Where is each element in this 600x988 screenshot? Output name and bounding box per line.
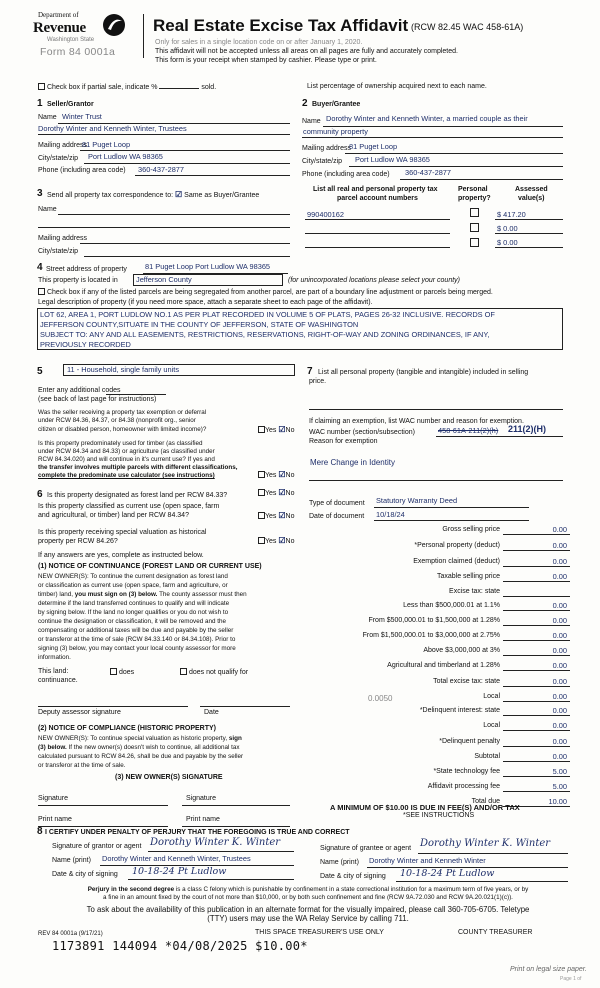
does-not-checkbox[interactable] bbox=[180, 668, 187, 675]
s3-city-label: City/state/zip bbox=[38, 248, 79, 255]
new-owner-sig-label-1: Signature bbox=[38, 795, 68, 802]
revenue-logo-icon bbox=[100, 12, 128, 38]
calc-label: Exemption claimed (deduct) bbox=[413, 558, 500, 565]
segregated-row: Check box if any of the listed parcels are being segregated from another parcel, are part of a boundary line adjustment or parcels being merged. bbox=[38, 288, 493, 298]
q-exemption-3: citizen or disabled person, homeowner with limited income)? bbox=[38, 426, 207, 433]
calc-line bbox=[503, 581, 570, 582]
legal-line-2: JEFFERSON COUNTY,SITUATE IN THE COUNTY OF JEFFERSON, STATE OF WASHINGTON bbox=[40, 320, 359, 329]
new-owner-signature-heading: (3) NEW OWNER(S) SIGNATURE bbox=[115, 774, 223, 781]
calc-label: Local bbox=[483, 693, 500, 700]
minimum-due-notice: A MINIMUM OF $10.00 IS DUE IN FEE(S) AND/OR TAX bbox=[330, 803, 520, 812]
partial-sale-row: Check box if partial sale, indicate % sold. bbox=[38, 83, 216, 93]
assessed-heading-1: Assessed bbox=[515, 186, 548, 193]
q-forest-answer: Yes ☑No bbox=[258, 489, 295, 499]
legal-label: Legal description of property (if you need more space, attach a separate sheet to each page of the affidavit). bbox=[38, 299, 373, 306]
exemption-reason[interactable]: Mere Change in Identity bbox=[310, 458, 395, 467]
calc-line bbox=[503, 746, 570, 747]
buyer-city[interactable]: Port Ludlow WA 98365 bbox=[355, 155, 430, 164]
does-checkbox[interactable] bbox=[110, 668, 117, 675]
seller-name-2[interactable]: Dorothy Winter and Kenneth Winter, Trustees bbox=[38, 124, 187, 133]
grantor-date-city[interactable]: 10-18-24 Pt Ludlow bbox=[132, 866, 227, 877]
notice-1-b: or classification as current use (open space, farm and agriculture, or bbox=[38, 582, 228, 589]
section-2-number: 2 bbox=[302, 98, 308, 109]
seller-city-label: City/state/zip bbox=[38, 155, 79, 162]
q-current-use-2: and agricultural, or timber) land per RCW 84.34? bbox=[38, 512, 189, 519]
calc-label: Affidavit processing fee bbox=[427, 783, 500, 790]
grantee-date-label: Date & city of signing bbox=[320, 873, 386, 880]
grantee-name-label: Name (print) bbox=[320, 859, 359, 866]
notice-1-f: continue the designation or classification, it will be removed and the bbox=[38, 618, 226, 625]
calc-value[interactable]: 5.00 bbox=[552, 782, 567, 791]
calc-label: Gross selling price bbox=[442, 526, 500, 533]
q-historic-answer: Yes ☑No bbox=[258, 537, 295, 547]
notice-1-a: NEW OWNER(S): To continue the current designation as forest land bbox=[38, 573, 228, 580]
reason-label: Reason for exemption bbox=[309, 438, 378, 445]
calc-label: Subtotal bbox=[474, 753, 500, 760]
notice-2-a: NEW OWNER(S): To continue special valuation as historic property, sign bbox=[38, 735, 242, 742]
grantee-signature[interactable]: Dorothy Winter K. Winter bbox=[420, 838, 551, 849]
personal-checkbox-1[interactable] bbox=[470, 208, 479, 217]
this-land-label: This land: bbox=[38, 668, 69, 675]
located-label: This property is located in bbox=[38, 277, 118, 284]
calc-value[interactable]: 0.00 bbox=[552, 525, 567, 534]
wac-number[interactable]: 458-61A-211(2)(h) bbox=[438, 426, 499, 435]
calc-line bbox=[503, 686, 570, 687]
grantee-name[interactable]: Dorothy Winter and Kenneth Winter bbox=[369, 856, 486, 865]
parcel-number-1[interactable]: 990400162 bbox=[307, 210, 344, 219]
grantor-signature[interactable]: Dorothy Winter K. Winter bbox=[150, 837, 281, 848]
segregated-checkbox[interactable] bbox=[38, 288, 45, 295]
availability-line-1: To ask about the availability of this publication in an alternate format for the visually impaired, please call 360-705-6705. Teletype bbox=[86, 905, 530, 914]
seller-mail[interactable]: 81 Puget Loop bbox=[82, 140, 131, 149]
notice-2-b: (3) below. If the new owner(s) doesn't wish to continue, all additional tax bbox=[38, 744, 240, 751]
q-exemption-answer: Yes ☑No bbox=[258, 426, 295, 436]
additional-codes-label: Enter any additional codes bbox=[38, 387, 121, 394]
assessed-value-2[interactable]: $ 0.00 bbox=[497, 224, 518, 233]
does-option: does bbox=[110, 668, 134, 678]
availability-line-2: (TTY) users may use the WA Relay Service by calling 711. bbox=[207, 914, 409, 923]
seller-phone[interactable]: 360-437-2877 bbox=[138, 165, 185, 174]
assessed-value-3[interactable]: $ 0.00 bbox=[497, 238, 518, 247]
see-instructions: *SEE INSTRUCTIONS bbox=[403, 812, 475, 819]
calc-label: *Delinquent interest: state bbox=[419, 707, 500, 714]
wac-handwritten: 211(2)(H) bbox=[508, 424, 547, 434]
q-historic-1: Is this property receiving special valuation as historical bbox=[38, 529, 207, 536]
calc-line bbox=[503, 730, 570, 731]
legal-line-4: PREVIOUSLY RECORDED bbox=[40, 340, 131, 349]
historic-no-check-icon[interactable]: ☑ bbox=[278, 536, 286, 545]
exemption-no-check-icon[interactable]: ☑ bbox=[278, 425, 286, 434]
section-1-number: 1 bbox=[37, 98, 43, 109]
notice-2-d: or transferor at the time of sale. bbox=[38, 762, 126, 769]
legal-line-3: SUBJECT TO: ANY AND ALL EASEMENTS, RESTRICTIONS, RESERVATIONS, RIGHT-OF-WAY AND ZONING ORDINANCES, IF ANY, bbox=[40, 330, 490, 339]
street-address[interactable]: 81 Puget Loop Port Ludlow WA 98365 bbox=[145, 262, 271, 271]
grantor-name-label: Name (print) bbox=[52, 857, 91, 864]
calc-line bbox=[503, 701, 570, 702]
personal-checkbox-3[interactable] bbox=[470, 238, 479, 247]
buyer-name-1[interactable]: Dorothy Winter and Kenneth Winter, a married couple as their bbox=[326, 114, 528, 123]
if-any-yes: If any answers are yes, complete as instructed below. bbox=[38, 552, 204, 559]
calc-label: From $1,500,000.01 to $3,000,000 at 2.75% bbox=[362, 632, 500, 639]
calc-label: *Personal property (deduct) bbox=[414, 542, 500, 549]
assessed-heading-2: value(s) bbox=[518, 195, 545, 202]
assessor-date-label: Date bbox=[204, 709, 219, 716]
parcel-heading-2: parcel account numbers bbox=[337, 195, 418, 202]
revision-number: REV 84 0001a (9/17/21) bbox=[38, 931, 103, 937]
section-8-number: 8 bbox=[37, 826, 43, 837]
calc-label: Taxable selling price bbox=[436, 573, 500, 580]
property-use-select[interactable]: 11 - Household, single family units bbox=[63, 364, 295, 376]
buyer-heading: Buyer/Grantee bbox=[312, 101, 361, 108]
forest-yes-checkbox[interactable] bbox=[258, 489, 265, 496]
calc-value[interactable]: 0.00 bbox=[552, 541, 567, 550]
buyer-name-label: Name bbox=[302, 118, 321, 125]
calc-value[interactable]: 0.00 bbox=[552, 692, 567, 701]
legal-description-box[interactable] bbox=[37, 308, 563, 350]
current-use-no-check-icon[interactable]: ☑ bbox=[278, 511, 286, 520]
personal-heading-1: Personal bbox=[458, 186, 488, 193]
calc-line bbox=[503, 566, 570, 567]
calc-value[interactable]: 0.00 bbox=[552, 677, 567, 686]
calc-label: *State technology fee bbox=[433, 768, 500, 775]
partial-sale-checkbox[interactable] bbox=[38, 83, 45, 90]
q-timber-1: Is this property predominately used for timber (as classified bbox=[38, 440, 203, 447]
q-forest: Is this property designated as forest land per RCW 84.33? bbox=[47, 492, 228, 499]
calc-label: From $500,000.01 to $1,500,000 at 1.28% bbox=[368, 617, 500, 624]
does-not-option: does not qualify for bbox=[180, 668, 248, 678]
additional-codes-note: (see back of last page for instructions) bbox=[38, 396, 157, 403]
section-5-number: 5 bbox=[37, 366, 43, 377]
treasurer-use-label: THIS SPACE TREASURER'S USE ONLY bbox=[255, 929, 384, 936]
q-timber-2: under RCW 84.34 and 84.33) or agriculture (as classified under bbox=[38, 448, 215, 455]
document-date-label: Date of document bbox=[309, 513, 365, 520]
notice-1-e: by signing below. If the land no longer qualifies or you do not wish to bbox=[38, 609, 229, 616]
section-6-number: 6 bbox=[37, 489, 43, 500]
q-exemption-2: under RCW 84.36, 84.37, or 84.38 (nonprofit org., senior bbox=[38, 417, 196, 424]
calc-value[interactable]: 0.00 bbox=[552, 737, 567, 746]
buyer-mail[interactable]: 81 Puget Loop bbox=[349, 142, 398, 151]
document-date[interactable]: 10/18/24 bbox=[376, 510, 405, 519]
calc-label: Excise tax: state bbox=[449, 588, 500, 595]
section-7-number: 7 bbox=[307, 366, 313, 377]
personal-property-text-1: List all personal property (tangible and intangible) included in selling bbox=[318, 369, 529, 376]
personal-property-text-2: price. bbox=[309, 378, 327, 385]
calc-value[interactable]: 0.00 bbox=[552, 557, 567, 566]
page-number: Page 1 of bbox=[560, 976, 582, 982]
q-current-use-answer: Yes ☑No bbox=[258, 512, 295, 522]
form-title: Real Estate Excise Tax Affidavit bbox=[153, 16, 409, 35]
county-treasurer-label: COUNTY TREASURER bbox=[458, 929, 533, 936]
calc-value[interactable]: 0.00 bbox=[552, 631, 567, 640]
q-timber-4: the transfer involves multiple parcels with different classifications, bbox=[38, 464, 238, 471]
calc-value[interactable]: 0.00 bbox=[552, 646, 567, 655]
calc-label: Total excise tax: state bbox=[433, 678, 500, 685]
parcel-heading-1: List all real and personal property tax bbox=[313, 186, 438, 193]
calc-line bbox=[503, 640, 570, 641]
q-timber-3: RCW 84.34.020) and will continue in it's current use? If yes and bbox=[38, 456, 215, 463]
notice-2-heading: (2) NOTICE OF COMPLIANCE (HISTORIC PROPERTY) bbox=[38, 725, 216, 732]
continuance-label: continuance. bbox=[38, 677, 78, 684]
legal-paper-note: Print on legal size paper. bbox=[510, 966, 587, 973]
q-historic-2: property per RCW 84.26? bbox=[38, 538, 118, 545]
subtitle-1: Only for sales in a single location code on or after January 1, 2020. bbox=[155, 39, 363, 46]
notice-2-c: calculated pursuant to RCW 84.26, shall be due and payable by the seller bbox=[38, 753, 244, 760]
document-type-label: Type of document bbox=[309, 500, 365, 507]
form-number: Form 84 0001a bbox=[40, 46, 116, 58]
street-label: Street address of property bbox=[46, 266, 127, 273]
calc-value[interactable]: 10.00 bbox=[548, 797, 567, 806]
grantor-name[interactable]: Dorothy Winter and Kenneth Winter, Trustees bbox=[102, 854, 251, 863]
new-owner-print-label-1: Print name bbox=[38, 816, 72, 823]
personal-heading-2: property? bbox=[458, 195, 491, 202]
same-as-buyer-check-icon[interactable]: ☑ bbox=[175, 190, 183, 199]
s3-name-label: Name bbox=[38, 206, 57, 213]
section-4-number: 4 bbox=[37, 262, 43, 273]
q-timber-5: complete the predominate use calculator (see instructions) bbox=[38, 472, 215, 479]
timber-no-check-icon[interactable]: ☑ bbox=[278, 470, 286, 479]
notice-1-c: timber) land, you must sign on (3) below. The county assessor must then bbox=[38, 591, 247, 598]
calc-value[interactable]: 0.00 bbox=[552, 661, 567, 670]
q-timber-answer: Yes ☑No bbox=[258, 471, 295, 481]
calc-line bbox=[503, 625, 570, 626]
calc-value[interactable]: 0.00 bbox=[552, 601, 567, 610]
dept-big: Revenue bbox=[33, 20, 86, 36]
q-current-use-1: Is this property classified as current use (open space, farm bbox=[38, 503, 220, 510]
grantee-sig-label: Signature of grantee or agent bbox=[320, 845, 412, 852]
assessed-value-1[interactable]: $ 417.20 bbox=[497, 210, 526, 219]
calc-label: Agricultural and timberland at 1.28% bbox=[387, 662, 500, 669]
correspondence-row: Send all property tax correspondence to: ☑ Same as Buyer/Grantee bbox=[47, 190, 260, 199]
dept-state: Washington State bbox=[47, 37, 95, 43]
grantor-sig-label: Signature of grantor or agent bbox=[52, 843, 142, 850]
seller-name-1[interactable]: Winter Trust bbox=[62, 112, 102, 121]
timber-yes-checkbox[interactable] bbox=[258, 471, 265, 478]
calc-value[interactable]: 5.00 bbox=[552, 767, 567, 776]
buyer-phone[interactable]: 360-437-2877 bbox=[405, 168, 452, 177]
assessor-signature-label: Deputy assessor signature bbox=[38, 709, 121, 716]
calc-value[interactable]: 0.00 bbox=[552, 752, 567, 761]
calc-line bbox=[503, 596, 570, 597]
section-3-number: 3 bbox=[37, 188, 43, 199]
wac-label: WAC number (section/subsection) bbox=[309, 429, 415, 436]
historic-yes-checkbox[interactable] bbox=[258, 537, 265, 544]
buyer-name-2[interactable]: community property bbox=[303, 127, 368, 136]
new-owner-sig-label-2: Signature bbox=[186, 795, 216, 802]
calc-value[interactable]: 0.00 bbox=[552, 572, 567, 581]
calc-value[interactable]: 0.00 bbox=[552, 721, 567, 730]
calc-line bbox=[503, 776, 570, 777]
subtitle-2: This affidavit will not be accepted unless all areas on all pages are fully and accurately completed. bbox=[155, 48, 458, 55]
local-rate: 0.0050 bbox=[368, 694, 393, 703]
subtitle-3: This form is your receipt when stamped by cashier. Please type or print. bbox=[155, 57, 377, 64]
buyer-city-label: City/state/zip bbox=[302, 158, 343, 165]
seller-mail-label: Mailing address bbox=[38, 142, 88, 149]
notice-1-j: information. bbox=[38, 654, 71, 661]
buyer-mail-label: Mailing address bbox=[302, 145, 352, 152]
notice-1-i: signing (3) below, you may contact your local county assessor for more bbox=[38, 645, 236, 652]
county-select[interactable]: Jefferson County bbox=[133, 274, 283, 286]
perjury-line-1: Perjury in the second degree is a class C felony which is punishable by confinement in a state correctional institution for a maximum term of five years, or by bbox=[87, 886, 529, 893]
seller-name-label: Name bbox=[38, 114, 57, 121]
calc-line bbox=[503, 670, 570, 671]
calc-line bbox=[503, 534, 570, 535]
current-use-yes-checkbox[interactable] bbox=[258, 512, 265, 519]
grantee-date-city[interactable]: 10-18-24 Pt Ludlow bbox=[400, 868, 495, 879]
certify-statement: I CERTIFY UNDER PENALTY OF PERJURY THAT THE FOREGOING IS TRUE AND CORRECT bbox=[45, 829, 350, 836]
unincorporated-note: (for unincorporated locations please select your county) bbox=[288, 277, 460, 284]
new-owner-print-label-2: Print name bbox=[186, 816, 220, 823]
grantor-date-label: Date & city of signing bbox=[52, 871, 118, 878]
calc-label: Above $3,000,000 at 3% bbox=[423, 647, 500, 654]
notice-1-g: compensating or additional taxes will be due and payable by the seller bbox=[38, 627, 234, 634]
calc-label: Local bbox=[483, 722, 500, 729]
personal-checkbox-2[interactable] bbox=[470, 223, 479, 232]
calc-line bbox=[503, 655, 570, 656]
q-exemption-1: Was the seller receiving a property tax exemption or deferral bbox=[38, 409, 207, 416]
calc-line bbox=[503, 761, 570, 762]
calc-value[interactable]: 0.00 bbox=[552, 616, 567, 625]
calc-line bbox=[503, 610, 570, 611]
dept-small: Department of bbox=[38, 11, 79, 19]
calc-label: Total due bbox=[471, 798, 500, 805]
seller-phone-label: Phone (including area code) bbox=[38, 167, 126, 174]
forest-no-check-icon[interactable]: ☑ bbox=[278, 488, 286, 497]
calc-value[interactable]: 0.00 bbox=[552, 706, 567, 715]
notice-1-d: determine if the land transferred continues to qualify and will indicate bbox=[38, 600, 230, 607]
percentage-instruction: List percentage of ownership acquired next to each name. bbox=[307, 83, 487, 90]
seller-heading: Seller/Grantor bbox=[47, 101, 94, 108]
calc-label: Less than $500,000.01 at 1.1% bbox=[403, 602, 500, 609]
seller-city[interactable]: Port Ludlow WA 98365 bbox=[88, 152, 163, 161]
treasurer-receipt-stamp: 1173891 144094 *04/08/2025 $10.00* bbox=[52, 939, 308, 953]
legal-line-1: LOT 62, AREA 1, PORT LUDLOW NO.1 AS PER PLAT RECORDED IN VOLUME 5 OF PLATS, PAGES 26-32 INCLUSIVE. RECORDS OF bbox=[40, 310, 495, 319]
calc-line bbox=[503, 715, 570, 716]
perjury-line-2: a fine in an amount fixed by the court of not more than $10,000, or by both such confinement and fine (RCW 9A.72.030 and RCW 9A.20.021(1)(c)). bbox=[103, 894, 513, 901]
s3-mail-label: Mailing address bbox=[38, 235, 88, 242]
calc-label: *Delinquent penalty bbox=[439, 738, 500, 745]
wac-question: If claiming an exemption, list WAC number and reason for exemption. bbox=[309, 418, 524, 425]
notice-1-h: or transferor at the time of sale (RCW 84.33.140 or 84.34.108). Prior to bbox=[38, 636, 236, 643]
form-citation: (RCW 82.45 WAC 458-61A) bbox=[411, 22, 524, 32]
buyer-phone-label: Phone (including area code) bbox=[302, 171, 390, 178]
calc-line bbox=[503, 791, 570, 792]
notice-1-heading: (1) NOTICE OF CONTINUANCE (FOREST LAND OR CURRENT USE) bbox=[38, 563, 262, 570]
document-type[interactable]: Statutory Warranty Deed bbox=[376, 496, 458, 505]
calc-line bbox=[503, 550, 570, 551]
exemption-yes-checkbox[interactable] bbox=[258, 426, 265, 433]
